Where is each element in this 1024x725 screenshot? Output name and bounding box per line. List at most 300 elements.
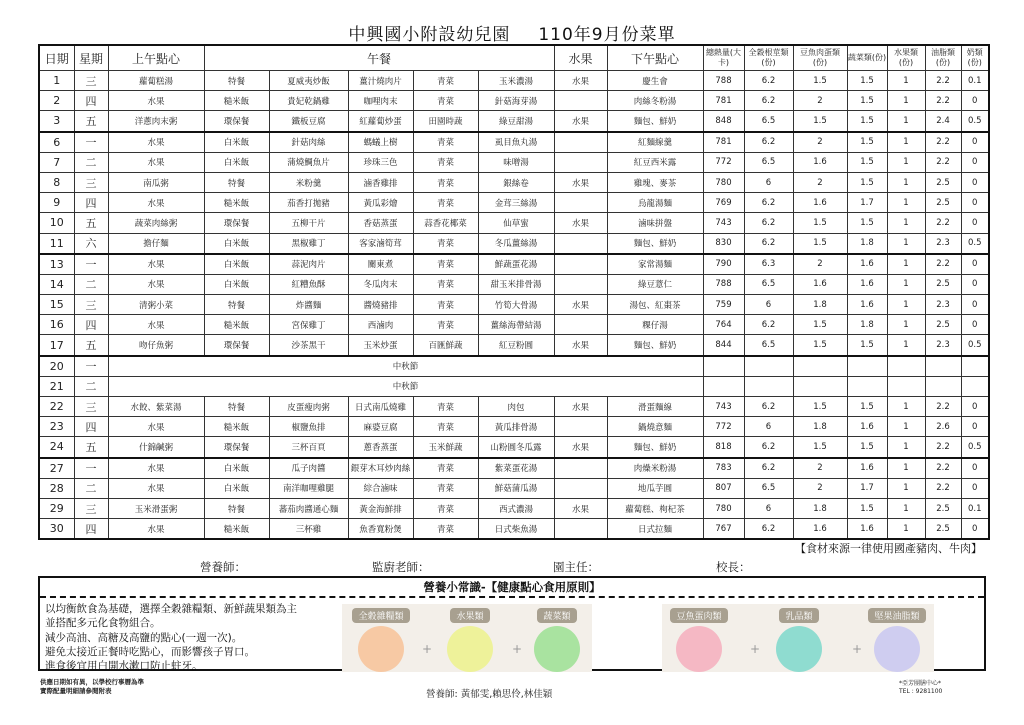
cell-v: 1.6 (847, 254, 887, 275)
cell-weekday: 五 (74, 437, 108, 458)
cell-holiday: 中秋節 (108, 376, 703, 396)
cell-soup: 山粉圓冬瓜露 (478, 437, 554, 458)
cell-o: 2.2 (925, 132, 961, 153)
cell-weekday: 四 (74, 193, 108, 213)
cell-date: 2 (39, 91, 74, 111)
cell-side: 黃瓜彩燴 (348, 193, 413, 213)
cell-staple: 糙米飯 (204, 315, 269, 335)
cell-v: 1.6 (847, 458, 887, 479)
cell-weekday: 四 (74, 91, 108, 111)
cell-f: 1 (887, 233, 925, 254)
cell-m: 0.5 (961, 437, 989, 458)
cell-staple: 特餐 (204, 295, 269, 315)
cell-main: 三杯百頁 (269, 437, 348, 458)
cell-staple: 白米飯 (204, 152, 269, 172)
cell-m: 0 (961, 91, 989, 111)
cell-soup: 針菇海芽湯 (478, 91, 554, 111)
cell-pm: 紅麵線羹 (607, 132, 703, 153)
cell-v: 1.8 (847, 233, 887, 254)
cell-main: 夏威夷炒飯 (269, 71, 348, 91)
cell-p: 2 (793, 91, 847, 111)
col-oil: 油脂類(份) (925, 45, 961, 71)
cell-empty (847, 376, 887, 396)
cell-soup: 鮮蔬蛋花湯 (478, 254, 554, 275)
cell-am: 水果 (108, 478, 204, 498)
cell-empty (925, 376, 961, 396)
cell-side: 銀芽木耳炒肉絲 (348, 458, 413, 479)
cell-fruit: 水果 (554, 498, 607, 518)
cell-am: 水果 (108, 274, 204, 294)
cell-main: 沙茶黑干 (269, 335, 348, 356)
cell-pm: 雞塊、麥茶 (607, 172, 703, 192)
cell-m: 0 (961, 417, 989, 437)
cell-o: 2.4 (925, 111, 961, 132)
cell-am: 水果 (108, 193, 204, 213)
cell-side: 關東煮 (348, 254, 413, 275)
cell-g: 6.5 (744, 274, 793, 294)
cell-date: 3 (39, 111, 74, 132)
cell-pm: 烏龍湯麵 (607, 193, 703, 213)
cell-f: 1 (887, 91, 925, 111)
cell-side: 蔥香蒸蛋 (348, 437, 413, 458)
cell-weekday: 一 (74, 254, 108, 275)
grain-icon (358, 626, 404, 672)
cell-soup: 玉米濃湯 (478, 71, 554, 91)
cell-pm: 鍋燒意麵 (607, 417, 703, 437)
cell-fruit: 水果 (554, 111, 607, 132)
cell-fruit: 水果 (554, 295, 607, 315)
cell-weekday: 四 (74, 315, 108, 335)
cell-v: 1.6 (847, 295, 887, 315)
cell-f: 1 (887, 193, 925, 213)
cell-date: 9 (39, 193, 74, 213)
cell-am: 水餃、紫菜湯 (108, 397, 204, 417)
cell-am: 蔬菜肉絲粥 (108, 213, 204, 233)
cell-empty (887, 376, 925, 396)
cell-f: 1 (887, 254, 925, 275)
cell-p: 2 (793, 478, 847, 498)
cell-f: 1 (887, 397, 925, 417)
cell-pm: 慶生會 (607, 71, 703, 91)
cell-g: 6.2 (744, 233, 793, 254)
cell-staple: 環保餐 (204, 437, 269, 458)
cell-weekday: 六 (74, 233, 108, 254)
cell-m: 0.5 (961, 233, 989, 254)
cell-veg: 青菜 (413, 254, 478, 275)
cell-f: 1 (887, 274, 925, 294)
cell-am: 玉米滑蛋粥 (108, 498, 204, 518)
cell-date: 7 (39, 152, 74, 172)
cell-staple: 環保餐 (204, 335, 269, 356)
cell-side: 魚香寬粉煲 (348, 519, 413, 540)
col-calories: 總熱量(大卡) (703, 45, 744, 71)
cell-fruit (554, 478, 607, 498)
cell-v: 1.7 (847, 478, 887, 498)
cell-main: 黑椒雞丁 (269, 233, 348, 254)
cell-main: 紅糟魚酥 (269, 274, 348, 294)
table-row (39, 213, 989, 233)
cell-fruit (554, 132, 607, 153)
cell-pm: 地瓜芋圓 (607, 478, 703, 498)
cell-main: 皮蛋瘦肉粥 (269, 397, 348, 417)
protein-icon (676, 626, 722, 672)
cell-p: 1.5 (793, 213, 847, 233)
col-milk: 奶類(份) (961, 45, 989, 71)
cell-g: 6.5 (744, 111, 793, 132)
cell-weekday: 三 (74, 498, 108, 518)
cell-main: 米粉羹 (269, 172, 348, 192)
cell-m: 0.1 (961, 498, 989, 518)
cell-veg: 玉米鮮蔬 (413, 437, 478, 458)
dairy-icon (776, 626, 822, 672)
cell-staple: 特餐 (204, 71, 269, 91)
cell-side: 珍珠三色 (348, 152, 413, 172)
cell-date: 14 (39, 274, 74, 294)
cell-fruit (554, 91, 607, 111)
food-group-nut-oil: 堅果油脂類 (862, 604, 932, 672)
cell-date: 27 (39, 458, 74, 479)
cell-pm: 滑蛋麵線 (607, 397, 703, 417)
cell-v: 1.5 (847, 437, 887, 458)
cell-o: 2.2 (925, 213, 961, 233)
cell-p: 2 (793, 172, 847, 192)
cell-soup: 鮮菇蒲瓜湯 (478, 478, 554, 498)
cell-date: 6 (39, 132, 74, 153)
cell-date: 21 (39, 376, 74, 396)
cell-am: 清粥小菜 (108, 295, 204, 315)
cell-o: 2.3 (925, 335, 961, 356)
table-row (39, 437, 989, 458)
cell-g: 6 (744, 172, 793, 192)
cell-o: 2.2 (925, 71, 961, 91)
cell-veg: 青菜 (413, 91, 478, 111)
col-lunch: 午餐 (204, 45, 554, 71)
cell-main: 五柳干片 (269, 213, 348, 233)
table-row (39, 91, 989, 111)
cell-veg: 青菜 (413, 519, 478, 540)
col-date: 日期 (39, 45, 74, 71)
cell-weekday: 二 (74, 478, 108, 498)
cell-soup: 日式柴魚湯 (478, 519, 554, 540)
cell-soup: 冬瓜薑絲湯 (478, 233, 554, 254)
cell-side: 咖哩肉末 (348, 91, 413, 111)
cell-v: 1.5 (847, 71, 887, 91)
cell-v: 1.7 (847, 193, 887, 213)
cell-soup: 黃瓜排骨湯 (478, 417, 554, 437)
cell-pm: 肉燥米粉湯 (607, 458, 703, 479)
cell-m: 0.5 (961, 111, 989, 132)
cell-soup: 甜玉米排骨湯 (478, 274, 554, 294)
cell-pm: 滷味拼盤 (607, 213, 703, 233)
cell-veg: 青菜 (413, 397, 478, 417)
cell-o: 2.6 (925, 417, 961, 437)
cell-main: 蒜泥肉片 (269, 254, 348, 275)
cell-weekday: 五 (74, 111, 108, 132)
cell-cal: 764 (703, 315, 744, 335)
cell-g: 6.3 (744, 254, 793, 275)
table-row (39, 498, 989, 518)
cell-empty (703, 376, 744, 396)
cell-f: 1 (887, 519, 925, 540)
cell-o: 2.3 (925, 295, 961, 315)
cell-am: 水果 (108, 132, 204, 153)
cell-m: 0 (961, 519, 989, 540)
cell-p: 1.5 (793, 315, 847, 335)
table-row (39, 172, 989, 192)
col-weekday: 星期 (74, 45, 108, 71)
cell-v: 1.5 (847, 132, 887, 153)
nut-oil-icon (874, 626, 920, 672)
cell-fruit (554, 193, 607, 213)
cell-o: 2.2 (925, 254, 961, 275)
cell-empty (887, 356, 925, 377)
table-row (39, 254, 989, 275)
food-group-grains: 全穀雜糧類 (346, 604, 416, 672)
cell-o: 2.5 (925, 274, 961, 294)
vegetable-icon (534, 626, 580, 672)
cell-veg: 青菜 (413, 233, 478, 254)
cell-p: 1.6 (793, 274, 847, 294)
cell-g: 6.2 (744, 193, 793, 213)
cell-p: 1.5 (793, 111, 847, 132)
cell-empty (961, 356, 989, 377)
cell-m: 0.5 (961, 335, 989, 356)
cell-cal: 790 (703, 254, 744, 275)
cell-cal: 830 (703, 233, 744, 254)
cell-m: 0 (961, 458, 989, 479)
cell-main: 宮保雞丁 (269, 315, 348, 335)
cell-staple: 糙米飯 (204, 519, 269, 540)
cell-am: 吻仔魚粥 (108, 335, 204, 356)
cell-main: 炸醬麵 (269, 295, 348, 315)
cell-am: 水果 (108, 152, 204, 172)
cell-g: 6.5 (744, 478, 793, 498)
cell-v: 1.5 (847, 335, 887, 356)
cell-v: 1.8 (847, 315, 887, 335)
cell-main: 蕃茄肉醬通心麵 (269, 498, 348, 518)
cell-fruit: 水果 (554, 172, 607, 192)
cell-p: 1.6 (793, 193, 847, 213)
cell-date: 1 (39, 71, 74, 91)
cell-cal: 818 (703, 437, 744, 458)
cell-main: 南洋咖哩雞腿 (269, 478, 348, 498)
cell-cal: 788 (703, 71, 744, 91)
cell-staple: 特餐 (204, 397, 269, 417)
cell-weekday: 一 (74, 458, 108, 479)
table-row (39, 376, 989, 396)
cell-g: 6.2 (744, 213, 793, 233)
cell-p: 1.5 (793, 437, 847, 458)
cell-weekday: 一 (74, 356, 108, 377)
cell-soup: 竹筍大骨湯 (478, 295, 554, 315)
cell-date: 17 (39, 335, 74, 356)
table-row (39, 233, 989, 254)
cell-side: 西滷肉 (348, 315, 413, 335)
cell-g: 6 (744, 417, 793, 437)
cell-f: 1 (887, 498, 925, 518)
cell-g: 6.5 (744, 335, 793, 356)
table-row (39, 417, 989, 437)
cell-side: 客家滷筍茸 (348, 233, 413, 254)
cell-f: 1 (887, 295, 925, 315)
tips-heading: 營養小常識-【健康點心食用原則】 (40, 578, 984, 598)
cell-m: 0 (961, 254, 989, 275)
cell-side: 黃金海鮮排 (348, 498, 413, 518)
sign-dietitian: 營養師： (200, 560, 246, 574)
cell-staple: 白米飯 (204, 254, 269, 275)
cell-pm: 蘿蔔糕、枸杞茶 (607, 498, 703, 518)
cell-p: 2 (793, 132, 847, 153)
cell-date: 8 (39, 172, 74, 192)
cell-p: 2 (793, 458, 847, 479)
cell-f: 1 (887, 458, 925, 479)
cell-am: 水果 (108, 315, 204, 335)
cell-am: 洋蔥肉末粥 (108, 111, 204, 132)
cell-staple: 糙米飯 (204, 91, 269, 111)
cell-f: 1 (887, 478, 925, 498)
cell-p: 1.5 (793, 397, 847, 417)
cell-g: 6.2 (744, 519, 793, 540)
cell-pm: 麵包、鮮奶 (607, 437, 703, 458)
cell-p: 1.8 (793, 498, 847, 518)
cell-weekday: 二 (74, 376, 108, 396)
tip-line: 減少高油、高糖及高鹽的點心(一週一次)。 (45, 631, 243, 644)
cell-o: 2.2 (925, 397, 961, 417)
cell-v: 1.5 (847, 91, 887, 111)
cell-p: 1.5 (793, 71, 847, 91)
cell-cal: 844 (703, 335, 744, 356)
cell-side: 日式南瓜燒雞 (348, 397, 413, 417)
cell-soup: 金茸三絲湯 (478, 193, 554, 213)
col-protein: 豆魚肉蛋類(份) (793, 45, 847, 71)
cell-date: 16 (39, 315, 74, 335)
cell-soup: 肉包 (478, 397, 554, 417)
cell-g: 6 (744, 295, 793, 315)
cell-staple: 特餐 (204, 172, 269, 192)
cell-f: 1 (887, 71, 925, 91)
table-row (39, 111, 989, 132)
ingredient-source-note: 【食材來源一律使用國產豬肉、牛肉】 (795, 542, 982, 555)
cell-fruit: 水果 (554, 71, 607, 91)
table-row (39, 315, 989, 335)
cell-veg: 青菜 (413, 478, 478, 498)
table-row (39, 356, 989, 377)
cell-f: 1 (887, 213, 925, 233)
cell-am: 水果 (108, 519, 204, 540)
table-row (39, 274, 989, 294)
cell-g: 6.2 (744, 71, 793, 91)
cell-side: 醬燒豬排 (348, 295, 413, 315)
table-row (39, 519, 989, 540)
cell-date: 10 (39, 213, 74, 233)
cell-weekday: 三 (74, 397, 108, 417)
cell-pm: 湯包、紅棗茶 (607, 295, 703, 315)
cell-side: 冬瓜肉末 (348, 274, 413, 294)
cell-o: 2.2 (925, 152, 961, 172)
cell-pm: 家常湯麵 (607, 254, 703, 275)
cell-veg: 田園時蔬 (413, 111, 478, 132)
cell-v: 1.5 (847, 172, 887, 192)
cell-staple: 環保餐 (204, 213, 269, 233)
cell-veg: 蒜香花椰菜 (413, 213, 478, 233)
cell-date: 24 (39, 437, 74, 458)
sign-kitchen-teacher: 監廚老師： (372, 560, 430, 574)
cell-cal: 807 (703, 478, 744, 498)
cell-empty (793, 376, 847, 396)
cell-cal: 781 (703, 132, 744, 153)
cell-weekday: 二 (74, 152, 108, 172)
cell-cal: 767 (703, 519, 744, 540)
cell-pm: 麵包、鮮奶 (607, 111, 703, 132)
cell-pm: 日式拉麵 (607, 519, 703, 540)
cell-g: 6.2 (744, 91, 793, 111)
cell-main: 鐵板豆腐 (269, 111, 348, 132)
cell-main: 針菇肉絲 (269, 132, 348, 153)
cell-m: 0 (961, 295, 989, 315)
school-name: 中興國小附設幼兒園 (348, 25, 511, 45)
cell-g: 6 (744, 498, 793, 518)
col-fruit: 水果 (554, 45, 607, 71)
cell-am: 水果 (108, 91, 204, 111)
cell-v: 1.6 (847, 274, 887, 294)
cell-soup: 仙草蜜 (478, 213, 554, 233)
cell-main: 蒲燒鯛魚片 (269, 152, 348, 172)
cell-m: 0 (961, 315, 989, 335)
cell-soup: 紫菜蛋花湯 (478, 458, 554, 479)
plus-sign: + (512, 642, 523, 656)
cell-staple: 特餐 (204, 498, 269, 518)
cell-veg: 青菜 (413, 315, 478, 335)
cell-am: 水果 (108, 458, 204, 479)
cell-pm: 肉絲冬粉湯 (607, 91, 703, 111)
cell-v: 1.5 (847, 397, 887, 417)
cell-main: 貴妃乾鍋雞 (269, 91, 348, 111)
cell-pm: 麵包、鮮奶 (607, 233, 703, 254)
cell-staple: 白米飯 (204, 458, 269, 479)
cell-v: 1.5 (847, 498, 887, 518)
menu-table (38, 44, 990, 540)
cell-m: 0 (961, 478, 989, 498)
cell-main: 三杯雞 (269, 519, 348, 540)
cell-cal: 772 (703, 417, 744, 437)
cell-veg: 百匯鮮蔬 (413, 335, 478, 356)
cell-fruit (554, 417, 607, 437)
cell-side: 玉米炒蛋 (348, 335, 413, 356)
sign-principal: 校長： (716, 560, 751, 574)
cell-g: 6.2 (744, 315, 793, 335)
cell-m: 0 (961, 397, 989, 417)
cell-fruit (554, 458, 607, 479)
cell-f: 1 (887, 315, 925, 335)
footer-catering: *亞芳團膳中心* TEL : 9281100 (899, 680, 943, 695)
cell-am: 蘿蔔糕湯 (108, 71, 204, 91)
cell-main: 茄香打拋豬 (269, 193, 348, 213)
cell-cal: 772 (703, 152, 744, 172)
cell-g: 6.2 (744, 458, 793, 479)
plus-sign: + (852, 642, 863, 656)
cell-cal: 769 (703, 193, 744, 213)
table-row (39, 397, 989, 417)
cell-weekday: 三 (74, 172, 108, 192)
plus-sign: + (422, 642, 433, 656)
cell-g: 6.2 (744, 437, 793, 458)
food-group-veg: 蔬菜類 (522, 604, 592, 672)
cell-v: 1.6 (847, 519, 887, 540)
table-row (39, 335, 989, 356)
cell-pm: 綠豆薏仁 (607, 274, 703, 294)
cell-fruit (554, 233, 607, 254)
cell-o: 2.5 (925, 172, 961, 192)
